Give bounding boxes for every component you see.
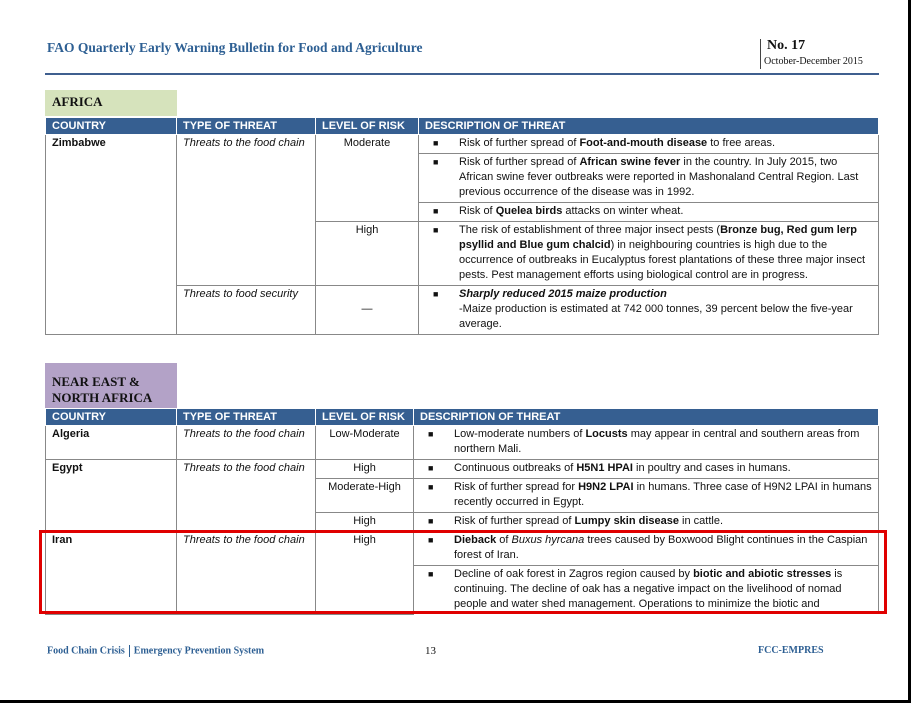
col-type: TYPE OF THREAT	[177, 409, 316, 426]
text-span: Risk of further spread of	[459, 156, 580, 168]
risk-level-cell: Moderate-High	[316, 479, 414, 513]
risk-level-cell: Low-Moderate	[316, 426, 414, 460]
text-span: Continuous outbreaks of	[454, 462, 577, 474]
country-cell: Algeria	[46, 426, 177, 460]
risk-level-cell: High	[316, 460, 414, 479]
bullet-icon: ■	[428, 429, 434, 439]
risk-level-cell: —	[316, 286, 419, 335]
text-span: attacks on winter wheat.	[562, 205, 684, 217]
description-cell	[414, 513, 879, 532]
description-cell	[414, 460, 879, 479]
bullet-icon: ■	[428, 463, 434, 473]
page-number: 13	[425, 645, 436, 657]
country-cell: Egypt	[46, 460, 177, 532]
col-description: DESCRIPTION OF THREAT	[414, 409, 879, 426]
table-header-row	[46, 409, 879, 426]
bullet-icon: ■	[433, 206, 439, 216]
bold-span: Bronze bug, Red gum lerp psyllid and Blue gum chalcid	[459, 224, 857, 251]
description-cell	[419, 286, 879, 335]
description-cell	[414, 426, 879, 460]
table-header-row	[46, 118, 879, 135]
bold-span: H5N1 HPAI	[576, 462, 633, 474]
col-description: DESCRIPTION OF THREAT	[419, 118, 879, 135]
footer-left-a: Food Chain Crisis	[47, 645, 125, 657]
risk-level-cell: High	[316, 532, 414, 615]
bulletin-period: October-December 2015	[764, 56, 863, 67]
text-span: Risk of further spread of	[459, 137, 580, 149]
bullet-icon: ■	[433, 157, 439, 167]
text-span: to free areas.	[707, 137, 776, 149]
africa-threat-table	[45, 117, 879, 335]
bullet-icon: ■	[428, 535, 434, 545]
text-span: in the country. In July 2015, two African swine fever outbreaks were reported in Mashonaland Central Region. Last previous occurrence of the disease was in 1992.	[459, 156, 859, 198]
region-label-near-east: NEAR EAST & NORTH AFRICA	[45, 363, 177, 409]
bold-span: Lumpy skin disease	[574, 515, 679, 527]
text-span: ) in neighbouring countries is high due to the occurrence of outbreaks in Eucalyptus forest plantations of these three major insect pests. Pest management efforts using biological control are in progress.	[459, 239, 865, 281]
bullet-icon: ■	[433, 225, 439, 235]
italic-span: Buxus hyrcana	[511, 534, 585, 546]
table-row	[46, 426, 879, 460]
table-row	[46, 135, 879, 154]
bulletin-title: FAO Quarterly Early Warning Bulletin for Food and Agriculture	[47, 40, 423, 55]
footer-right: FCC-EMPRES	[758, 645, 824, 656]
country-cell: Iran	[46, 532, 177, 615]
col-level: LEVEL OF RISK	[316, 409, 414, 426]
risk-level-cell: High	[316, 513, 414, 532]
text-span: in poultry and cases in humans.	[632, 462, 791, 474]
text-span: in cattle.	[679, 515, 724, 527]
threat-type-cell: Threats to food security	[177, 286, 316, 335]
bullet-icon: ■	[428, 516, 434, 526]
bold-italic-span: Sharply reduced 2015 maize production	[459, 288, 667, 300]
description-cell	[419, 222, 879, 286]
threat-type-cell: Threats to the food chain	[177, 460, 316, 532]
bold-span: Foot-and-mouth disease	[579, 137, 708, 149]
bold-span: Dieback	[454, 534, 497, 546]
bullet-icon: ■	[428, 482, 434, 492]
text-span: may appear in central and southern areas from northern Mali.	[454, 428, 860, 455]
text-span: in humans. Three case of H9N2 LPAI in humans recently occurred in Egypt.	[454, 481, 872, 508]
table-row	[46, 460, 879, 479]
text-span: of	[496, 534, 512, 546]
text-span: is continuing. The decline of oak has a negative impact on the livelihood of nomad people and water shed management. Operations to minimize the biotic and	[454, 568, 843, 610]
footer-divider	[129, 645, 130, 657]
col-level: LEVEL OF RISK	[316, 118, 419, 135]
col-country: COUNTRY	[46, 409, 177, 426]
description-cell	[419, 154, 879, 203]
text-span: trees caused by Boxwood Blight continues in the Caspian forest of Iran.	[454, 534, 868, 561]
footer-left-b: Emergency Prevention System	[133, 645, 265, 657]
col-type: TYPE OF THREAT	[177, 118, 316, 135]
bullet-icon: ■	[428, 569, 434, 579]
iran-highlight-box	[39, 530, 887, 614]
footer-left	[47, 645, 264, 657]
bold-span: Locusts	[585, 428, 628, 440]
text-span: Risk of further spread for	[454, 481, 579, 493]
description-cell	[419, 203, 879, 222]
bold-span: Quelea birds	[495, 205, 563, 217]
risk-level-cell: Moderate	[316, 135, 419, 222]
description-cell	[414, 479, 879, 513]
text-span: Decline of oak forest in Zagros region caused by	[454, 568, 694, 580]
bold-span: H9N2 LPAI	[578, 481, 634, 493]
bold-span: biotic and abiotic stresses	[693, 568, 832, 580]
col-country: COUNTRY	[46, 118, 177, 135]
text-span: -Maize production is estimated at 742 000 tonnes, 39 percent below the five-year average.	[459, 303, 853, 330]
header-divider	[760, 39, 761, 69]
header-rule	[45, 73, 879, 75]
risk-level-cell: High	[316, 222, 419, 286]
bulletin-number: No. 17	[767, 38, 806, 53]
bullet-icon: ■	[433, 138, 439, 148]
country-cell: Zimbabwe	[46, 135, 177, 335]
bullet-icon: ■	[433, 289, 439, 299]
threat-type-cell: Threats to the food chain	[177, 426, 316, 460]
region-label-africa: AFRICA	[45, 90, 177, 116]
threat-type-cell: Threats to the food chain	[177, 135, 316, 286]
description-cell	[419, 135, 879, 154]
text-span: The risk of establishment of three major insect pests (	[459, 224, 721, 236]
text-span: Risk of further spread of	[454, 515, 575, 527]
threat-type-cell: Threats to the food chain	[177, 532, 316, 615]
bold-span: African swine fever	[579, 156, 681, 168]
text-span: Risk of	[459, 205, 496, 217]
text-span: Low-moderate numbers of	[454, 428, 586, 440]
